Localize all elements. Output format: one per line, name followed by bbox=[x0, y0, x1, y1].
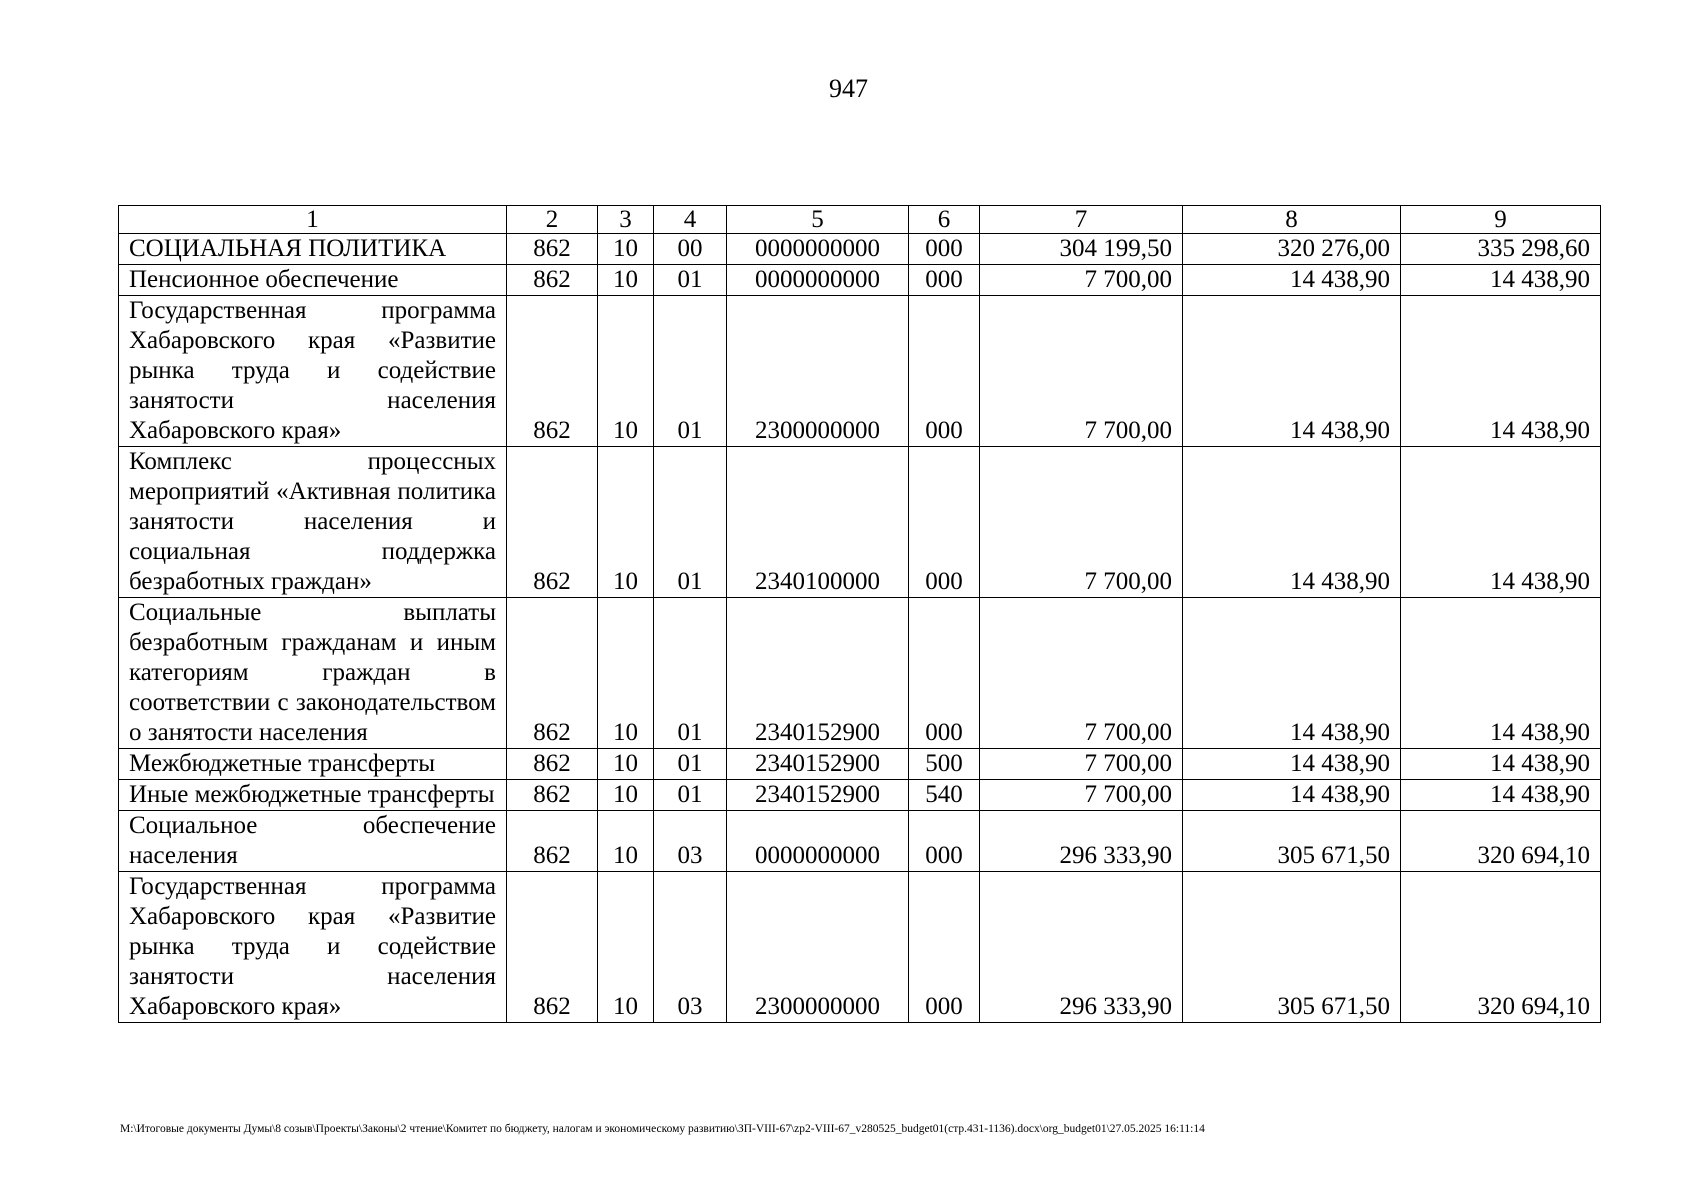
cell-ministry-code: 862 bbox=[507, 265, 598, 296]
cell-expense-type: 000 bbox=[909, 234, 980, 265]
cell-code-name: Социальное обеспечение населения bbox=[119, 811, 507, 872]
cell-amount-col7: 296 333,90 bbox=[980, 811, 1183, 872]
page-number: 947 bbox=[829, 74, 868, 103]
cell-amount-col9: 14 438,90 bbox=[1401, 780, 1601, 811]
cell-subsection: 01 bbox=[654, 598, 727, 749]
cell-target-article: 2340100000 bbox=[727, 447, 909, 598]
cell-expense-type: 000 bbox=[909, 265, 980, 296]
table-row bbox=[119, 296, 1601, 447]
table-row bbox=[119, 447, 1601, 598]
cell-ministry-code: 862 bbox=[507, 749, 598, 780]
cell-subsection: 01 bbox=[654, 265, 727, 296]
table-row bbox=[119, 811, 1601, 872]
column-header: 9 bbox=[1401, 206, 1601, 234]
cell-subsection: 01 bbox=[654, 780, 727, 811]
cell-expense-type: 000 bbox=[909, 598, 980, 749]
cell-amount-col7: 7 700,00 bbox=[980, 265, 1183, 296]
cell-ministry-code: 862 bbox=[507, 872, 598, 1023]
cell-expense-type: 500 bbox=[909, 749, 980, 780]
cell-code-name: СОЦИАЛЬНАЯ ПОЛИТИКА bbox=[119, 234, 507, 265]
column-header: 8 bbox=[1183, 206, 1401, 234]
cell-target-article: 0000000000 bbox=[727, 811, 909, 872]
cell-ministry-code: 862 bbox=[507, 811, 598, 872]
cell-amount-col7: 304 199,50 bbox=[980, 234, 1183, 265]
cell-section: 10 bbox=[598, 296, 654, 447]
cell-code-name: Иные межбюджетные трансферты bbox=[119, 780, 507, 811]
cell-amount-col9: 14 438,90 bbox=[1401, 265, 1601, 296]
cell-ministry-code: 862 bbox=[507, 296, 598, 447]
cell-amount-col9: 320 694,10 bbox=[1401, 872, 1601, 1023]
cell-section: 10 bbox=[598, 780, 654, 811]
table-row bbox=[119, 598, 1601, 749]
column-header: 1 bbox=[119, 206, 507, 234]
cell-expense-type: 000 bbox=[909, 447, 980, 598]
cell-section: 10 bbox=[598, 447, 654, 598]
cell-ministry-code: 862 bbox=[507, 598, 598, 749]
cell-target-article: 2340152900 bbox=[727, 749, 909, 780]
cell-section: 10 bbox=[598, 598, 654, 749]
table-header-row bbox=[119, 206, 1601, 234]
cell-code-name: Государственная программа Хабаровского края «Развитие рынка труда и содействие занятости населения Хабаровского края» bbox=[119, 872, 507, 1023]
cell-target-article: 2300000000 bbox=[727, 872, 909, 1023]
table-row bbox=[119, 265, 1601, 296]
cell-amount-col9: 14 438,90 bbox=[1401, 749, 1601, 780]
cell-amount-col7: 7 700,00 bbox=[980, 598, 1183, 749]
cell-expense-type: 000 bbox=[909, 811, 980, 872]
footer-file-path: M:\Итоговые документы Думы\8 созыв\Проекты\Законы\2 чтение\Комитет по бюджету, налогам и экономическому развитию\ЗП-VIII-67\zp2-VIII-67_v280525_budget01(стр.431-1136).docx\org_budget01\27.05.2025 16:11:14 bbox=[120, 1123, 1205, 1135]
cell-amount-col8: 14 438,90 bbox=[1183, 749, 1401, 780]
cell-amount-col8: 14 438,90 bbox=[1183, 780, 1401, 811]
column-header: 4 bbox=[654, 206, 727, 234]
cell-amount-col8: 14 438,90 bbox=[1183, 447, 1401, 598]
cell-amount-col9: 320 694,10 bbox=[1401, 811, 1601, 872]
cell-code-name: Государственная программа Хабаровского края «Развитие рынка труда и содействие занятости населения Хабаровского края» bbox=[119, 296, 507, 447]
cell-code-name: Комплекс процессных мероприятий «Активная политика занятости населения и социальная поддержка безработных граждан» bbox=[119, 447, 507, 598]
cell-amount-col8: 320 276,00 bbox=[1183, 234, 1401, 265]
cell-subsection: 03 bbox=[654, 811, 727, 872]
cell-amount-col7: 7 700,00 bbox=[980, 780, 1183, 811]
cell-ministry-code: 862 bbox=[507, 780, 598, 811]
cell-section: 10 bbox=[598, 749, 654, 780]
cell-target-article: 2300000000 bbox=[727, 296, 909, 447]
table-row bbox=[119, 234, 1601, 265]
cell-amount-col9: 14 438,90 bbox=[1401, 447, 1601, 598]
column-header: 7 bbox=[980, 206, 1183, 234]
cell-subsection: 01 bbox=[654, 296, 727, 447]
cell-code-name: Социальные выплаты безработным гражданам и иным категориям граждан в соответствии с законодательством о занятости населения bbox=[119, 598, 507, 749]
table-row bbox=[119, 872, 1601, 1023]
cell-amount-col8: 305 671,50 bbox=[1183, 811, 1401, 872]
cell-target-article: 0000000000 bbox=[727, 234, 909, 265]
cell-subsection: 01 bbox=[654, 447, 727, 598]
cell-amount-col9: 335 298,60 bbox=[1401, 234, 1601, 265]
cell-subsection: 01 bbox=[654, 749, 727, 780]
cell-code-name: Пенсионное обеспечение bbox=[119, 265, 507, 296]
cell-expense-type: 540 bbox=[909, 780, 980, 811]
cell-amount-col7: 7 700,00 bbox=[980, 749, 1183, 780]
cell-amount-col7: 7 700,00 bbox=[980, 447, 1183, 598]
cell-section: 10 bbox=[598, 872, 654, 1023]
cell-amount-col7: 7 700,00 bbox=[980, 296, 1183, 447]
cell-target-article: 2340152900 bbox=[727, 598, 909, 749]
cell-section: 10 bbox=[598, 234, 654, 265]
cell-amount-col8: 14 438,90 bbox=[1183, 265, 1401, 296]
column-header: 2 bbox=[507, 206, 598, 234]
cell-amount-col7: 296 333,90 bbox=[980, 872, 1183, 1023]
cell-section: 10 bbox=[598, 811, 654, 872]
cell-amount-col8: 14 438,90 bbox=[1183, 296, 1401, 447]
cell-target-article: 2340152900 bbox=[727, 780, 909, 811]
column-header: 5 bbox=[727, 206, 909, 234]
cell-expense-type: 000 bbox=[909, 872, 980, 1023]
cell-amount-col9: 14 438,90 bbox=[1401, 296, 1601, 447]
table-row bbox=[119, 780, 1601, 811]
cell-subsection: 00 bbox=[654, 234, 727, 265]
cell-code-name: Межбюджетные трансферты bbox=[119, 749, 507, 780]
cell-ministry-code: 862 bbox=[507, 447, 598, 598]
cell-amount-col9: 14 438,90 bbox=[1401, 598, 1601, 749]
cell-section: 10 bbox=[598, 265, 654, 296]
budget-table bbox=[118, 205, 1601, 1023]
cell-ministry-code: 862 bbox=[507, 234, 598, 265]
cell-amount-col8: 305 671,50 bbox=[1183, 872, 1401, 1023]
table-row bbox=[119, 749, 1601, 780]
cell-amount-col8: 14 438,90 bbox=[1183, 598, 1401, 749]
cell-target-article: 0000000000 bbox=[727, 265, 909, 296]
cell-expense-type: 000 bbox=[909, 296, 980, 447]
column-header: 3 bbox=[598, 206, 654, 234]
column-header: 6 bbox=[909, 206, 980, 234]
cell-subsection: 03 bbox=[654, 872, 727, 1023]
